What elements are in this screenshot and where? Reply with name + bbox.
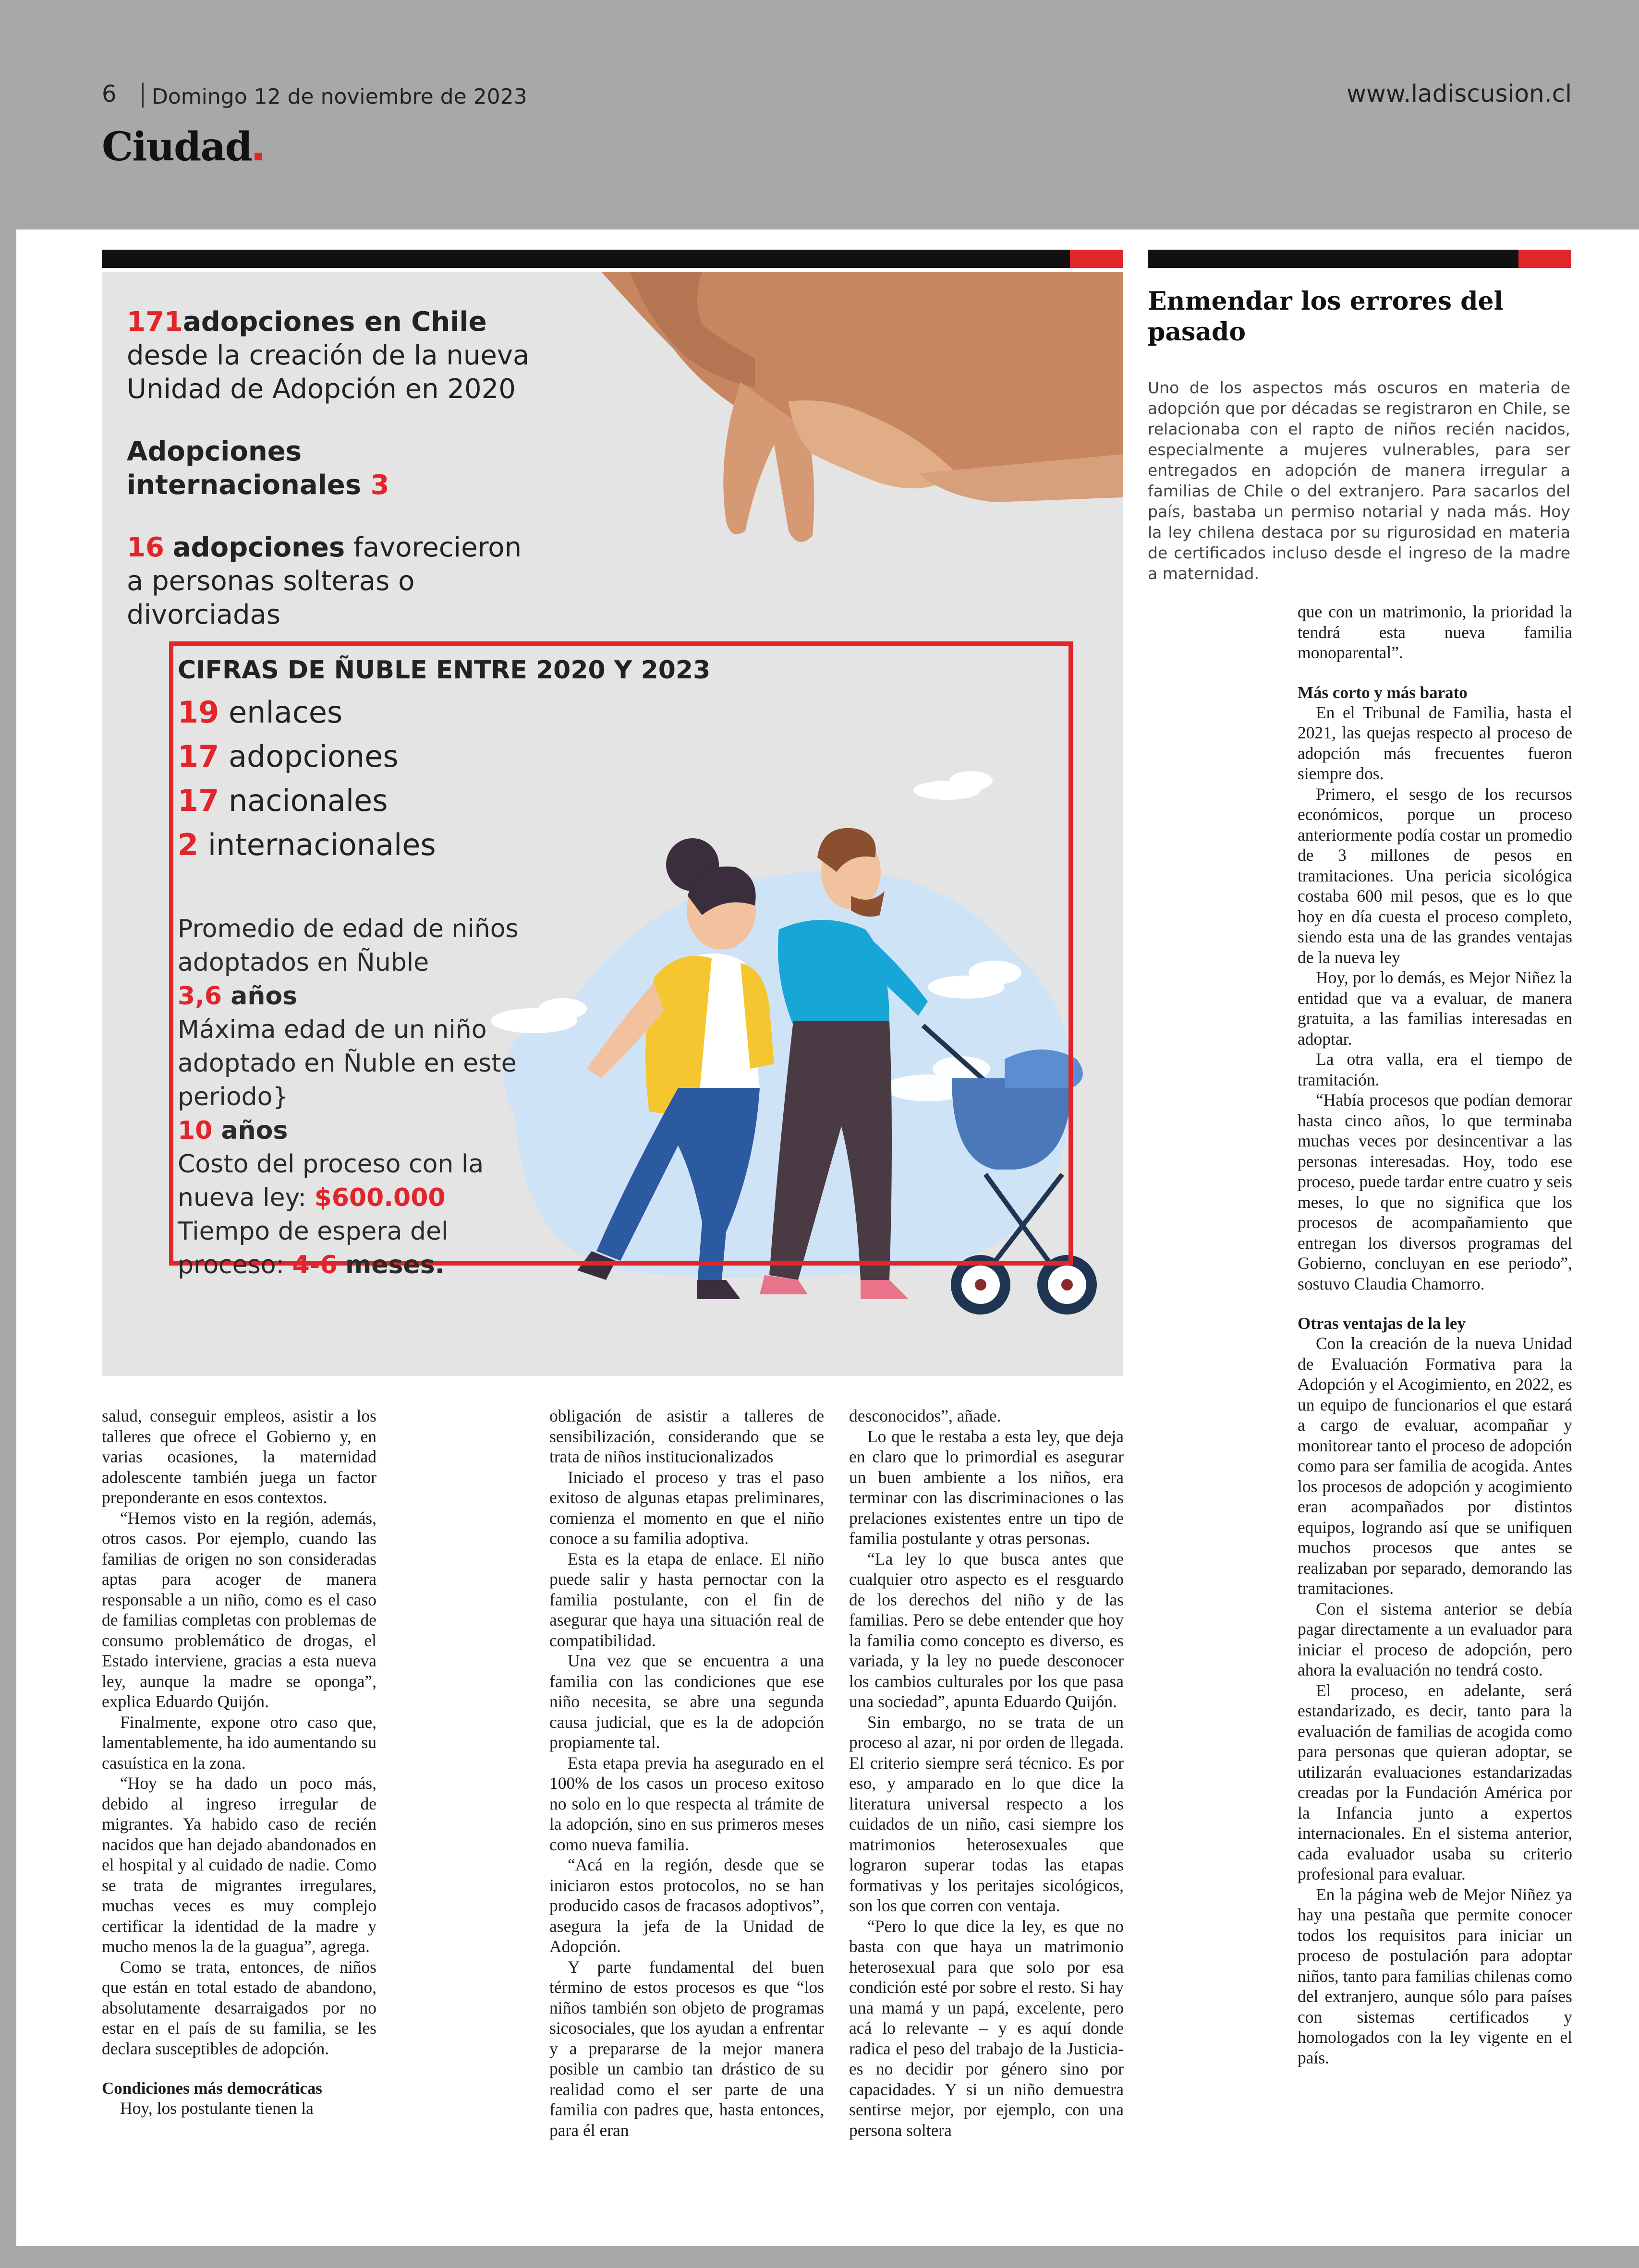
average-age-value [178,979,552,1013]
wait-label: Tiempo de espera del proceso: [178,1217,449,1279]
article-column-2 [549,1406,824,2140]
page-number: 6 [102,81,117,108]
paragraph: En la página web de Mejor Niñez ya hay una pestaña que permite conocer todos los requisitos para iniciar un proceso de postulación para adoptar niños, tanto para familias chilenas como del extranjero, aunque sólo para países con sistemas certificados y homologados con la ley vigente en el país. [1298,1884,1572,2067]
paragraph: En el Tribunal de Familia, hasta el 2021, las quejas respecto al proceso de adopción más frecuentes fueron siempre dos. [1298,702,1572,783]
figure-number: 2 [178,827,199,862]
paragraph: “Hoy se ha dado un poco más, debido al ingreso irregular de migrantes. Ya habido caso de recién nacidos que han dejado abandonados en el hospital y al cuidado de nadie. Como se trata de migrantes irregulares, muchas veces es muy complejo certificar la identidad de la madre y mucho menos la de la guagua”, agrega. [102,1773,376,1956]
adoption-stats [127,305,540,632]
article-column-1 [102,1406,376,2119]
figure-row [178,735,754,779]
paragraph: “Había procesos que podían demorar hasta cinco años, lo que terminaba muchas veces por desincentivar a las personas interesadas. Hoy, todo ese proceso, puede tardar entre cuatro y seis meses, lo que no significa que los procesos de acompañamiento que entregan los diversos programas del Gobierno, concluyan en ese periodo”, sostuvo Claudia Chamorro. [1298,1090,1572,1293]
nuble-figures-title: CIFRAS DE ÑUBLE ENTRE 2020 Y 2023 [178,656,711,685]
paragraph: Hoy, por lo demás, es Mejor Niñez la entidad que va a evaluar, de manera gratuita, a las familias interesadas en adoptar. [1298,968,1572,1049]
stat-chile-number: 171 [127,306,183,338]
figure-label: internacionales [207,827,436,862]
paragraph: “La ley lo que busca antes que cualquier otro aspecto es el resguardo de los derechos del niño y de las familias. Pero se debe entender que hoy la familia como concepto es diverso, es variada, y la ley no puede desconocer los cambios culturales por los que pasa una sociedad”, apunta Eduardo Quijón. [849,1549,1124,1711]
paragraph: salud, conseguir empleos, asistir a los talleres que ofrece el Gobierno y, en varias ocasiones, la maternidad adolescente también juega un factor preponderante en esos contextos. [102,1406,376,1507]
cost-label: Costo del proceso con la nueva ley: [178,1150,484,1212]
paragraph: Sin embargo, no se trata de un proceso al azar, ni por orden de llegada. El criterio siempre será técnico. Es por eso, y amparado en lo que dice la literatura universal respecto a los cuidados de un niño, casi siempre los matrimonios heterosexuales que lograron superar todas las etapas formativas y los peritajes sicológicos, son los que corren con ventaja. [849,1712,1124,1915]
stat-single-detail: favorecieron a personas solteras o divorciadas [127,532,522,630]
stat-chile [127,305,540,406]
paragraph: Esta etapa previa ha asegurado en el 100% de los casos un proceso exitoso no solo en lo que respecta al trámite de la adopción, sino en sus primeros meses como nueva familia. [549,1753,824,1854]
paragraph: “Acá en la región, desde que se iniciaron estos protocolos, no se han producido casos de fracasos adoptivos”, asegura la jefa de la Unidad de Adopción. [549,1855,824,1956]
issue-date: Domingo 12 de noviembre de 2023 [152,84,527,109]
wait-unit: meses. [345,1251,445,1279]
paragraph: Con el sistema anterior se debía pagar directamente a un evaluador para iniciar el proceso de adopción, pero ahora la evaluación no tendrá costo. [1298,1599,1572,1679]
section-dot [255,153,262,160]
stat-international-label: Adopciones internacionales [127,436,362,501]
max-age-value [178,1114,552,1147]
stat-single-number: 16 [127,532,164,563]
stat-chile-detail: desde la creación de la nueva Unidad de Adopción en 2020 [127,340,530,405]
paragraph: Hoy, los postulante tienen la [120,2099,314,2118]
paragraph: desconocidos”, añade. [849,1406,1001,1425]
wait-value: 4-6 [292,1251,338,1279]
figure-number: 17 [178,783,219,818]
figure-number: 19 [178,695,219,730]
section-title [102,124,262,170]
figure-row [178,779,754,823]
paragraph: Primero, el sesgo de los recursos económicos, porque un proceso anteriormente podía costar un promedio de 3 millones de pesos en tramitaciones. Una pericia sicológica costaba 600 mil pesos, que es lo que hoy en día cuesta el proceso completo, siendo esta una de las grandes ventajas de la nueva ley [1298,784,1572,967]
figure-label: enlaces [229,695,343,730]
paragraph: que con un matrimonio, la prioridad la tendrá esta nueva familia monoparental”. [1298,602,1572,662]
figure-row [178,823,754,867]
infographic-rule [102,250,1123,268]
figure-row [178,690,754,735]
paragraph: “Pero lo que dice la ley, es que no basta con que haya un matrimonio heterosexual para que solo por esa condición esté por sobre el resto. Si hay una mamá y un papá, excelente, pero acá lo relevante – y es aquí donde radica el peso del trabajo de la Justicia- es no decidir por género sino por capacidades. Y si un niño demuestra sentirse mejor, por ejemplo, con una persona soltera [849,1916,1124,2140]
nuble-details [178,912,552,1282]
website-link[interactable]: www.ladiscusion.cl [1347,80,1572,108]
page-header [0,0,1639,229]
paragraph: Como se trata, entonces, de niños que están en total estado de abandono, absolutamente desarraigados por no estar en el país de su familia, se les declara susceptibles de adopción. [102,1957,376,2058]
cost-value: $600.000 [314,1183,446,1212]
paragraph: Una vez que se encuentra a una familia con las condiciones que ese niño necesita, se abre una segunda causa judicial, que es la de adopción propiamente tal. [549,1651,824,1752]
max-age-label: Máxima edad de un niño adoptado en Ñuble en este periodo} [178,1015,517,1111]
average-age-number: 3,6 [178,982,222,1011]
paragraph: obligación de asistir a talleres de sensibilización, considerando que se trata de niños institucionalizados [549,1406,824,1466]
header-separator [142,83,144,108]
paragraph: Lo que le restaba a esta ley, que deja en claro que lo primordial es asegurar un buen ambiente a los niños, era terminar con las discriminaciones o las prelaciones existentes entre un tipo de familia postulante y otras personas. [849,1426,1124,1548]
figure-number: 17 [178,739,219,774]
paragraph: “Hemos visto en la región, además, otros casos. Por ejemplo, cuando las familias de origen no son consideradas aptas para acoger de manera responsable a un niño, como es el caso de familias completas con problemas de consumo problemático de drogas, el Estado interviene, gracias a esta nueva ley, aunque la madre se oponga”, explica Eduardo Quijón. [102,1508,376,1711]
nuble-figures [178,656,754,867]
paragraph: Finalmente, expone otro caso que, lamentablemente, ha ido aumentando su casuística en la zona. [102,1712,376,1773]
average-age-label: Promedio de edad de niños adoptados en Ñuble [178,915,519,977]
article-column-3 [849,1406,1124,2140]
stat-international-number: 3 [370,470,389,501]
wait-line [178,1215,552,1282]
article-column-4 [1298,602,1572,2068]
figure-label: adopciones [229,739,399,774]
section-name: Ciudad [102,124,252,170]
subheading: Otras ventajas de la ley [1298,1314,1466,1333]
stat-chile-label: adopciones en Chile [182,306,487,338]
paragraph: Con la creación de la nueva Unidad de Evaluación Formativa para la Adopción y el Acogimiento, en 2022, es un equipo de funcionarios el que estará a cargo de evaluar, acompañar y monitorear tanto el proceso de adopción como para ser familia de acogida. Antes los procesos de adopción y acogimiento eran acompañados por distintos equipos, logrando así que se unifiquen muchos procesos que antes se realizaban por separado, demorando las tramitaciones. [1298,1334,1572,1598]
paragraph: Esta es la etapa de enlace. El niño puede salir y hasta pernoctar con la familia postulante, con el fin de asegurar que haya una situación real de compatibilidad. [549,1549,824,1650]
average-age-unit: años [231,982,298,1011]
figure-label: nacionales [229,783,388,818]
subheading: Más corto y más barato [1298,683,1468,702]
subheading: Condiciones más democráticas [102,2079,322,2098]
max-age-unit: años [221,1116,288,1145]
paragraph: Y parte fundamental del buen término de estos procesos es que “los niños también son objeto de programas sicosociales, que los ayudan a enfrentar y a prepararse de la mejor manera posible un cambio tan drástico de su realidad como el ser parte de una familia con padres que, hasta entonces, para él eran [549,1957,824,2140]
cost-line [178,1147,552,1215]
paragraph: Iniciado el proceso y tras el paso exitoso de algunas etapas preliminares, comienza el momento en que el niño conoce a su familia adoptiva. [549,1467,824,1548]
holding-hands-illustration [601,272,1123,542]
sidebar-rule [1148,250,1571,268]
paragraph: La otra valla, era el tiempo de tramitación. [1298,1050,1572,1089]
stat-single-label: adopciones [172,532,345,563]
sidebar-title: Enmendar los errores del pasado [1148,287,1504,347]
stat-international [127,435,540,502]
sidebar-text: Uno de los aspectos más oscuros en materia de adopción que por décadas se registraron en Chile, se relacionaba con el rapto de niños recién nacidos, especialmente a mujeres vulnerables, para ser entregados en adopción de manera irregular a familias de Chile o del extranjero. Para sacarlos del país, bastaba un permiso notarial y nada más. Hoy la ley chilena destaca por su rigurosidad en materia de certificados incluso desde el ingreso de la madre a maternidad. [1148,378,1570,583]
max-age-number: 10 [178,1116,213,1145]
stat-single [127,531,540,632]
paragraph: El proceso, en adelante, será estandarizado, es decir, tanto para la evaluación de familias de acogida como para personas que quieran adoptar, se utilizarán evaluaciones estandarizadas creadas por la Fundación América por la Infancia junto a expertos internacionales. En el sistema anterior, cada evaluador usaba su criterio profesional para evaluar. [1298,1680,1572,1883]
